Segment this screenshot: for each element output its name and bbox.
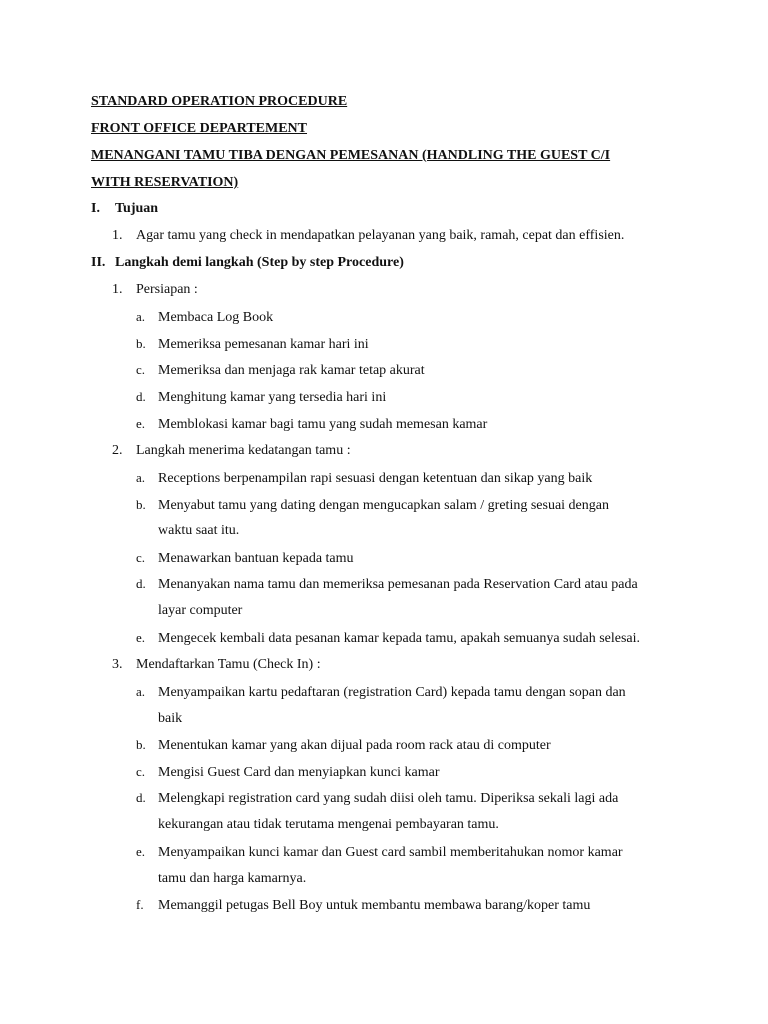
doc-title-line-4: WITH RESERVATION) (91, 175, 239, 190)
item-text: Agar tamu yang check in mendapatkan pelayanan yang baik, ramah, cepat dan effisien. (136, 228, 625, 243)
list-item (136, 737, 551, 754)
step-heading (112, 443, 351, 459)
step-heading (112, 282, 198, 298)
item-text: Memblokasi kamar bagi tamu yang sudah memesan kamar (158, 417, 488, 432)
list-item (136, 576, 638, 593)
item-letter: c. (136, 362, 146, 377)
item-text: Menghitung kamar yang tersedia hari ini (158, 390, 387, 405)
item-letter: a. (136, 470, 146, 485)
item-letter: e. (136, 630, 146, 645)
item-text: Menanyakan nama tamu dan memeriksa pemesanan pada Reservation Card atau pada (158, 577, 638, 592)
item-text: Membaca Log Book (158, 310, 274, 325)
step-heading (112, 657, 321, 673)
item-continuation: waktu saat itu. (158, 523, 240, 538)
section-title: Tujuan (115, 201, 159, 216)
doc-title-line-1: STANDARD OPERATION PROCEDURE (91, 94, 348, 109)
item-continuation: baik (158, 711, 183, 726)
step-title: Langkah menerima kedatangan tamu : (136, 443, 351, 458)
item-number: 1. (112, 228, 123, 243)
step-number: 2. (112, 443, 123, 458)
item-text: Menawarkan bantuan kepada tamu (158, 551, 354, 566)
step-number: 3. (112, 657, 123, 672)
list-item (136, 764, 439, 781)
item-text: Melengkapi registration card yang sudah diisi oleh tamu. Diperiksa sekali lagi ada (158, 791, 619, 806)
item-letter: b. (136, 737, 146, 752)
item-letter: a. (136, 309, 146, 324)
list-item (136, 550, 354, 567)
section-heading-tujuan (91, 201, 158, 217)
item-text: Menyampaikan kartu pedaftaran (registration Card) kepada tamu dengan sopan dan (158, 685, 626, 700)
section-number: II. (91, 255, 106, 270)
list-item (136, 362, 425, 379)
list-item (136, 416, 487, 433)
list-item (136, 336, 369, 353)
step-title: Mendaftarkan Tamu (Check In) : (136, 657, 321, 672)
item-text: Menentukan kamar yang akan dijual pada room rack atau di computer (158, 738, 551, 753)
item-text: Mengisi Guest Card dan menyiapkan kunci kamar (158, 765, 440, 780)
list-item (136, 684, 626, 701)
item-letter: a. (136, 684, 146, 699)
item-text: Memeriksa dan menjaga rak kamar tetap akurat (158, 363, 425, 378)
doc-title-line-2: FRONT OFFICE DEPARTEMENT (91, 121, 308, 136)
item-text: Memeriksa pemesanan kamar hari ini (158, 337, 369, 352)
item-continuation: layar computer (158, 603, 243, 618)
item-letter: c. (136, 764, 146, 779)
item-letter: e. (136, 844, 146, 859)
item-letter: d. (136, 576, 146, 591)
list-item (136, 497, 609, 514)
list-item (136, 309, 273, 326)
item-letter: d. (136, 790, 146, 805)
item-letter: f. (136, 897, 144, 912)
item-text: Menyabut tamu yang dating dengan mengucapkan salam / greting sesuai dengan (158, 498, 609, 513)
item-letter: b. (136, 497, 146, 512)
item-text: Memanggil petugas Bell Boy untuk membantu membawa barang/koper tamu (158, 898, 591, 913)
item-letter: e. (136, 416, 146, 431)
item-text: Receptions berpenampilan rapi sesuasi dengan ketentuan dan sikap yang baik (158, 471, 593, 486)
list-item (136, 844, 623, 861)
section-heading-langkah (91, 255, 404, 271)
list-item (112, 228, 624, 244)
item-letter: b. (136, 336, 146, 351)
list-item (136, 897, 590, 914)
step-number: 1. (112, 282, 123, 297)
item-letter: d. (136, 389, 146, 404)
item-continuation: tamu dan harga kamarnya. (158, 871, 307, 886)
doc-title-line-3: MENANGANI TAMU TIBA DENGAN PEMESANAN (HANDLING THE GUEST C/I (91, 148, 611, 163)
step-title: Persiapan : (136, 282, 198, 297)
section-title: Langkah demi langkah (Step by step Procedure) (115, 255, 404, 270)
item-letter: c. (136, 550, 146, 565)
list-item (136, 470, 592, 487)
item-text: Menyampaikan kunci kamar dan Guest card sambil memberitahukan nomor kamar (158, 845, 623, 860)
section-number: I. (91, 201, 100, 216)
item-continuation: kekurangan atau tidak terutama mengenai pembayaran tamu. (158, 817, 499, 832)
list-item (136, 630, 640, 647)
list-item (136, 389, 386, 406)
list-item (136, 790, 618, 807)
item-text: Mengecek kembali data pesanan kamar kepada tamu, apakah semuanya sudah selesai. (158, 631, 641, 646)
